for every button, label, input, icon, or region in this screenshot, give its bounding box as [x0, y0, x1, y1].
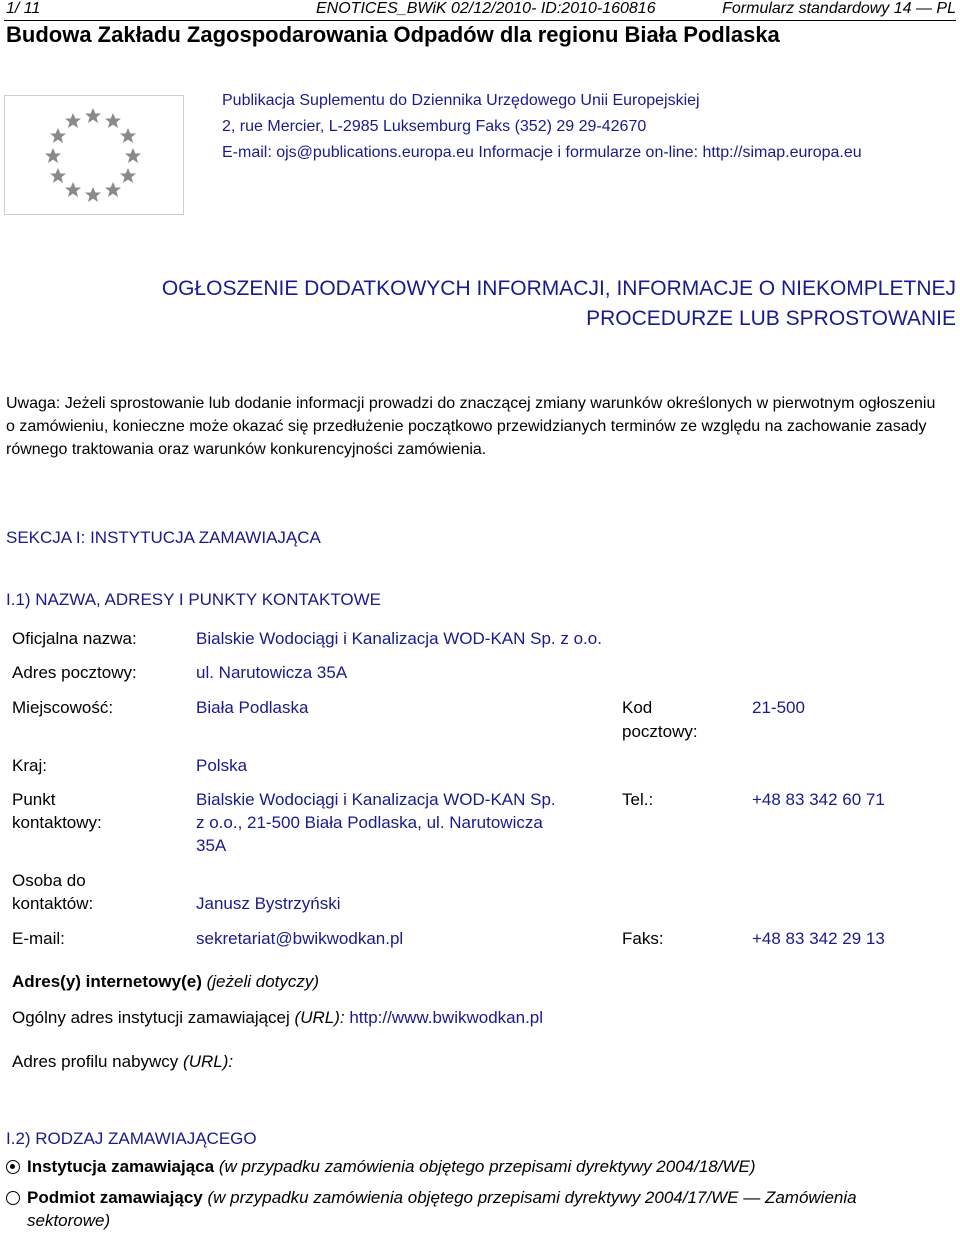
- zip-label-1: Kod: [622, 698, 653, 717]
- notice-id: ENOTICES_BWiK 02/12/2010- ID:2010-160816: [316, 0, 656, 17]
- zip-label-2: pocztowy:: [622, 722, 698, 741]
- option-2-note-cont: sektorowe): [27, 1211, 111, 1230]
- publisher-line-2: 2, rue Mercier, L-2985 Luksemburg Faks (352) 29 29-42670: [222, 118, 647, 135]
- city-value: Biała Podlaska: [196, 698, 309, 717]
- contact-person-label-1: Osoba do: [12, 871, 86, 890]
- option-1-label: Instytucja zamawiająca: [27, 1157, 215, 1176]
- main-title-line-2: PROCEDURZE LUB SPROSTOWANIE: [586, 307, 956, 330]
- publisher-line-1: Publikacja Suplementu do Dziennika Urzędowego Unii Europejskiej: [222, 92, 700, 109]
- general-url-row: [12, 1008, 543, 1028]
- internet-addresses-note: (jeżeli dotyczy): [206, 972, 320, 991]
- contracting-authority-radio[interactable]: [6, 1160, 20, 1174]
- subsection-1-2-title: I.2) RODZAJ ZAMAWIAJĄCEGO: [6, 1129, 257, 1148]
- page-number: 1/ 11: [6, 0, 41, 17]
- publisher-line-3: E-mail: ojs@publications.europa.eu Informacje i formularze on-line: http://simap.europa.eu: [222, 144, 862, 161]
- internet-addresses-heading: [12, 972, 319, 992]
- contact-point-label-2: kontaktowy:: [12, 813, 102, 832]
- eu-stars-icon: [5, 96, 183, 214]
- postal-address-value: ul. Narutowicza 35A: [196, 663, 348, 682]
- section-1-title: SEKCJA I: INSTYTUCJA ZAMAWIAJĄCA: [6, 528, 321, 547]
- contact-point-line-1: Bialskie Wodociągi i Kanalizacja WOD-KAN Sp.: [196, 790, 556, 809]
- buyer-profile-row: [12, 1052, 233, 1072]
- official-name-label: Oficjalna nazwa:: [12, 629, 137, 648]
- official-name-value: Bialskie Wodociągi i Kanalizacja WOD-KAN Sp. z o.o.: [196, 629, 602, 648]
- contact-person-value: Janusz Bystrzyński: [196, 894, 341, 913]
- contact-point-line-2: z o.o., 21-500 Biała Podlaska, ul. Narutowicza: [196, 813, 543, 832]
- option-2-note: (w przypadku zamówienia objętego przepisami dyrektywy 2004/17/WE — Zamówienia: [207, 1188, 857, 1207]
- fax-label: Faks:: [622, 929, 664, 948]
- contracting-entity-radio[interactable]: [6, 1191, 20, 1205]
- tel-label: Tel.:: [622, 790, 654, 809]
- option-1-note: (w przypadku zamówienia objętego przepisami dyrektywy 2004/18/WE): [218, 1157, 756, 1176]
- email-label: E-mail:: [12, 929, 65, 948]
- eu-flag-logo: [4, 95, 184, 215]
- email-value[interactable]: sekretariat@bwikwodkan.pl: [196, 929, 404, 948]
- fax-value: +48 83 342 29 13: [752, 929, 885, 948]
- general-url-link[interactable]: http://www.bwikwodkan.pl: [349, 1008, 544, 1027]
- general-url-label: Ogólny adres instytucji zamawiającej: [12, 1008, 290, 1027]
- buyer-profile-tag: (URL):: [183, 1052, 234, 1071]
- subsection-1-1-title: I.1) NAZWA, ADRESY I PUNKTY KONTAKTOWE: [6, 590, 382, 609]
- option-2-text: [27, 1188, 857, 1208]
- country-label: Kraj:: [12, 756, 47, 775]
- contact-person-label-2: kontaktów:: [12, 894, 94, 913]
- tel-value: +48 83 342 60 71: [752, 790, 885, 809]
- postal-address-label: Adres pocztowy:: [12, 663, 137, 682]
- contact-point-label-1: Punkt: [12, 790, 56, 809]
- country-value: Polska: [196, 756, 248, 775]
- form-type: Formularz standardowy 14 — PL: [722, 0, 956, 17]
- contact-point-line-3: 35A: [196, 836, 227, 855]
- city-label: Miejscowość:: [12, 698, 114, 717]
- header-divider: [4, 20, 956, 21]
- buyer-profile-label: Adres profilu nabywcy: [12, 1052, 179, 1071]
- document-title: Budowa Zakładu Zagospodarowania Odpadów dla regionu Biała Podlaska: [6, 22, 780, 47]
- option-2-label: Podmiot zamawiający: [27, 1188, 203, 1207]
- main-title-line-1: OGŁOSZENIE DODATKOWYCH INFORMACJI, INFORMACJE O NIEKOMPLETNEJ: [161, 277, 956, 300]
- general-url-tag: (URL):: [294, 1008, 345, 1027]
- internet-addresses-label: Adres(y) internetowy(e): [12, 972, 202, 991]
- zip-value: 21-500: [752, 698, 805, 717]
- warning-note: Uwaga: Jeżeli sprostowanie lub dodanie informacji prowadzi do znaczącej zmiany warunków określonych w pierwotnym ogłoszeniu o zamówieniu, konieczne może okazać się przedłużenie początkowo przewidzianych terminów ze względu na zachowanie zasady równego traktowania oraz warunków konkurencyjności zamówienia.: [6, 395, 936, 458]
- option-1-text: [27, 1157, 756, 1177]
